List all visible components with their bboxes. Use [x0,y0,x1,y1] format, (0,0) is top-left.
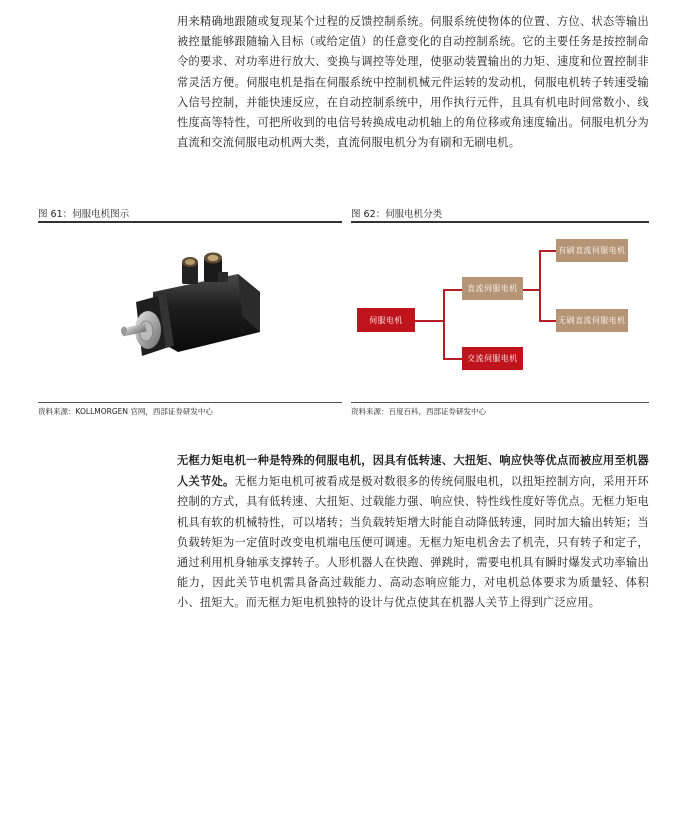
connector-to-brushless [539,320,556,322]
paragraph-lead: 无框力矩电机一种是特殊的伺服电机，因具有低转速、大扭矩、响应快等优点而被应用至机器人关节处。 [177,453,649,489]
figure-61-bottom-rule [38,402,342,403]
connector-dc [523,289,540,291]
node-servo-motor: 伺服电机 [357,308,415,332]
connector-dc-vertical [539,250,541,321]
figure-61-source: 资料来源：KOLLMORGEN 官网，西部证券研发中心 [38,407,213,416]
figure-61-top-rule [38,221,342,223]
node-brushless-dc-servo-motor: 无刷直流伺服电机 [556,309,628,332]
node-ac-servo-motor: 交流伺服电机 [462,347,523,370]
node-dc-servo-motor: 直流伺服电机 [462,277,523,300]
paragraph-body: 无框力矩电机可被看成是极对数很多的传统伺服电机，以扭矩控制方向，采用开环控制的方式，具有低转速、大扭矩、过载能力强、响应快、特性线性度好等优点。无框力矩电机具有软的机械特性，可以堵转；当负载转矩增大时能自动降低转速，同时加大输出转矩；当负载转矩为一定值时改变电机端电压便可调速。无框力矩电机舍去了机壳，只有转子和定子，通过利用机身轴承支撑转子。人形机器人在快跑、弹跳时，需要电机具有瞬时爆发式功率输出能力，因此关节电机需具备高过载能力、高动态响应能力，对电机总体要求为质量轻、体积小、扭矩大。而无框力矩电机独特的设计与优点使其在机器人关节上得到广泛应用。 [177,475,649,610]
figure-61-title: 图 61：伺服电机图示 [38,209,130,220]
servo-motor-image [118,252,268,364]
node-brushed-dc-servo-motor: 有刷直流伺服电机 [556,239,628,262]
figure-62-title: 图 62：伺服电机分类 [351,209,443,220]
figure-62-source: 资料来源：百度百科，西部证券研发中心 [351,407,486,416]
frameless-torque-motor-paragraph [177,450,649,614]
figure-62-bottom-rule [351,402,649,403]
intro-paragraph: 用来精确地跟随或复现某个过程的反馈控制系统。伺服系统使物体的位置、方位、状态等输出被控量能够跟随输入目标（或给定值）的任意变化的自动控制系统。它的主要任务是按控制命令的要求、对功率进行放大、变换与调控等处理，使驱动装置输出的力矩、速度和位置控制非常灵活方便。伺服电机是指在伺服系统中控制机械元件运转的发动机，伺服电机转子转速受输入信号控制，并能快速反应，在自动控制系统中，用作执行元件，且具有机电时间常数小、线性度高等特性，可把所收到的电信号转换成电动机轴上的角位移或角速度输出。伺服电机分为直流和交流伺服电动机两大类，直流伺服电机分为有刷和无刷电机。 [177,15,649,150]
connector-to-dc [443,289,462,291]
connector-root [415,320,444,322]
connector-to-ac [443,358,462,360]
connector-to-brushed [539,250,556,252]
figure-62-top-rule [351,221,649,223]
connector-root-vertical [443,289,445,359]
